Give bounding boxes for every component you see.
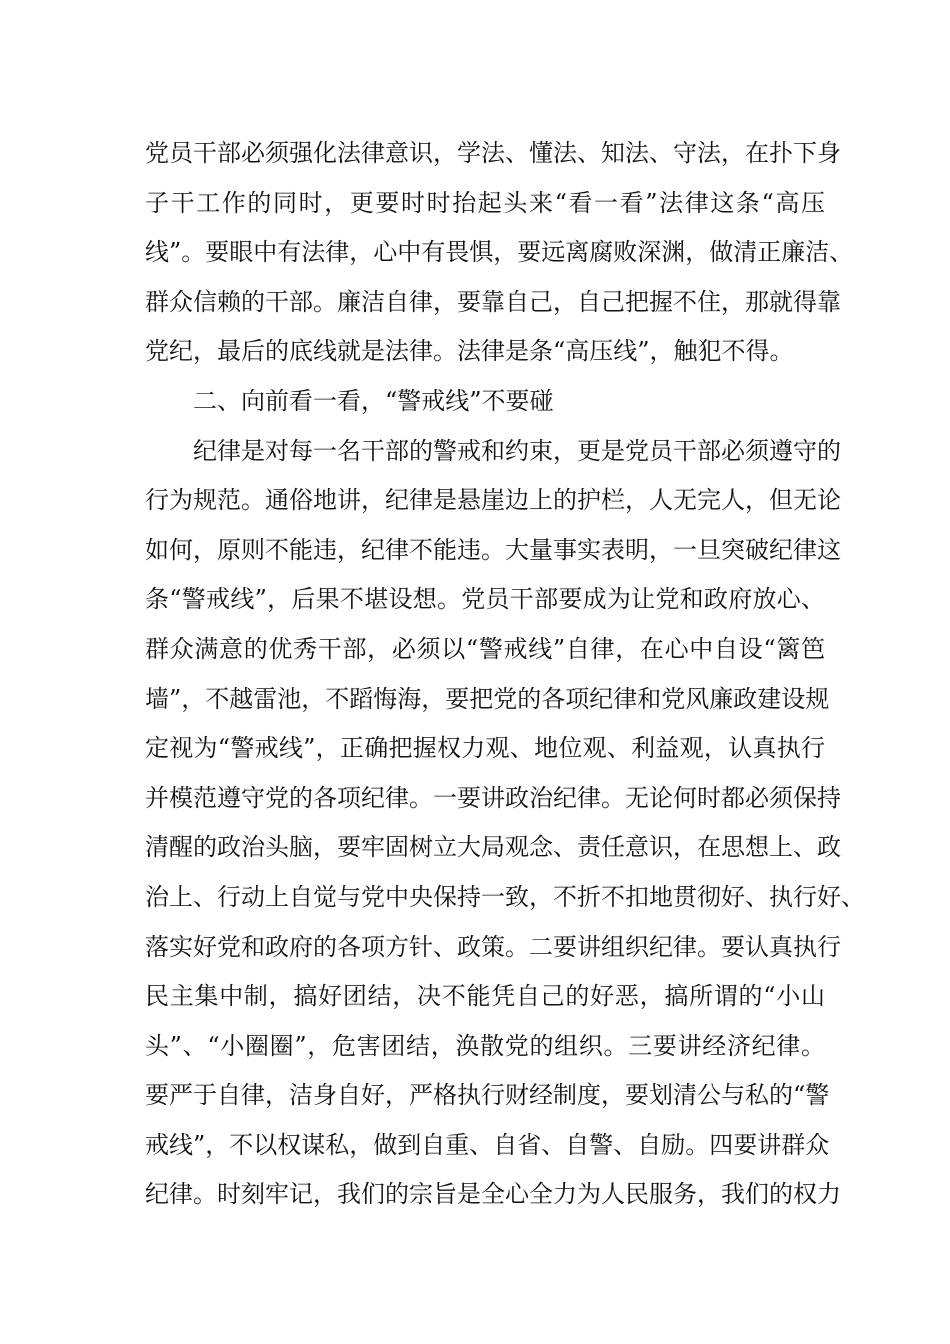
text-line: 如何，原则不能违，纪律不能违。大量事实表明，一旦突破纪律这 — [145, 535, 841, 564]
text-line: 落实好党和政府的各项方针、政策。二要讲组织纪律。要认真执行 — [145, 932, 841, 961]
text-line: 头”、“小圈圈”，危害团结，涣散党的组织。三要讲经济纪律。 — [145, 1031, 825, 1060]
text-line: 并模范遵守党的各项纪律。一要讲政治纪律。无论何时都必须保持 — [145, 783, 841, 812]
text-line: 子干工作的同时，更要时时抬起头来“看一看”法律这条“高压 — [145, 188, 825, 217]
text-line: 条“警戒线”，后果不堪设想。党员干部要成为让党和政府放心、 — [145, 585, 825, 614]
text-line: 党纪，最后的底线就是法律。法律是条“高压线”，触犯不得。 — [145, 337, 794, 366]
text-line: 清醒的政治头脑，要牢固树立大局观念、责任意识，在思想上、政 — [145, 833, 841, 862]
text-line: 定视为“警戒线”，正确把握权力观、地位观、利益观，认真执行 — [145, 734, 825, 763]
text-line: 墙”，不越雷池，不蹈悔海，要把党的各项纪律和党风廉政建设规 — [145, 684, 830, 713]
text-line: 纪律。时刻牢记，我们的宗旨是全心全力为人民服务，我们的权力 — [145, 1180, 841, 1209]
text-line: 要严于自律，洁身自好，严格执行财经制度，要划清公与私的“警 — [145, 1081, 830, 1110]
body-text — [145, 129, 865, 1220]
text-line: 群众满意的优秀干部，必须以“警戒线”自律，在心中自设“篱笆 — [145, 634, 825, 663]
text-line: 行为规范。通俗地讲，纪律是悬崖边上的护栏，人无完人，但无论 — [145, 486, 841, 515]
text-line: 治上、行动上自觉与党中央保持一致，不折不扣地贯彻好、执行好、 — [145, 882, 865, 911]
text-line: 群众信赖的干部。廉洁自律，要靠自己，自己把握不住，那就得靠 — [145, 287, 841, 316]
text-line: 纪律是对每一名干部的警戒和约束，更是党员干部必须遵守的 — [193, 436, 841, 465]
section-heading: 二、向前看一看，“警戒线”不要碰 — [193, 386, 554, 415]
text-line: 民主集中制，搞好团结，决不能凭自己的好恶，搞所谓的“小山 — [145, 982, 825, 1011]
text-line: 戒线”，不以权谋私，做到自重、自省、自警、自励。四要讲群众 — [145, 1130, 830, 1159]
text-line: 党员干部必须强化法律意识，学法、懂法、知法、守法，在扑下身 — [145, 139, 841, 167]
text-line: 线”。要眼中有法律，心中有畏惧，要远离腐败深渊，做清正廉洁、 — [145, 238, 854, 267]
